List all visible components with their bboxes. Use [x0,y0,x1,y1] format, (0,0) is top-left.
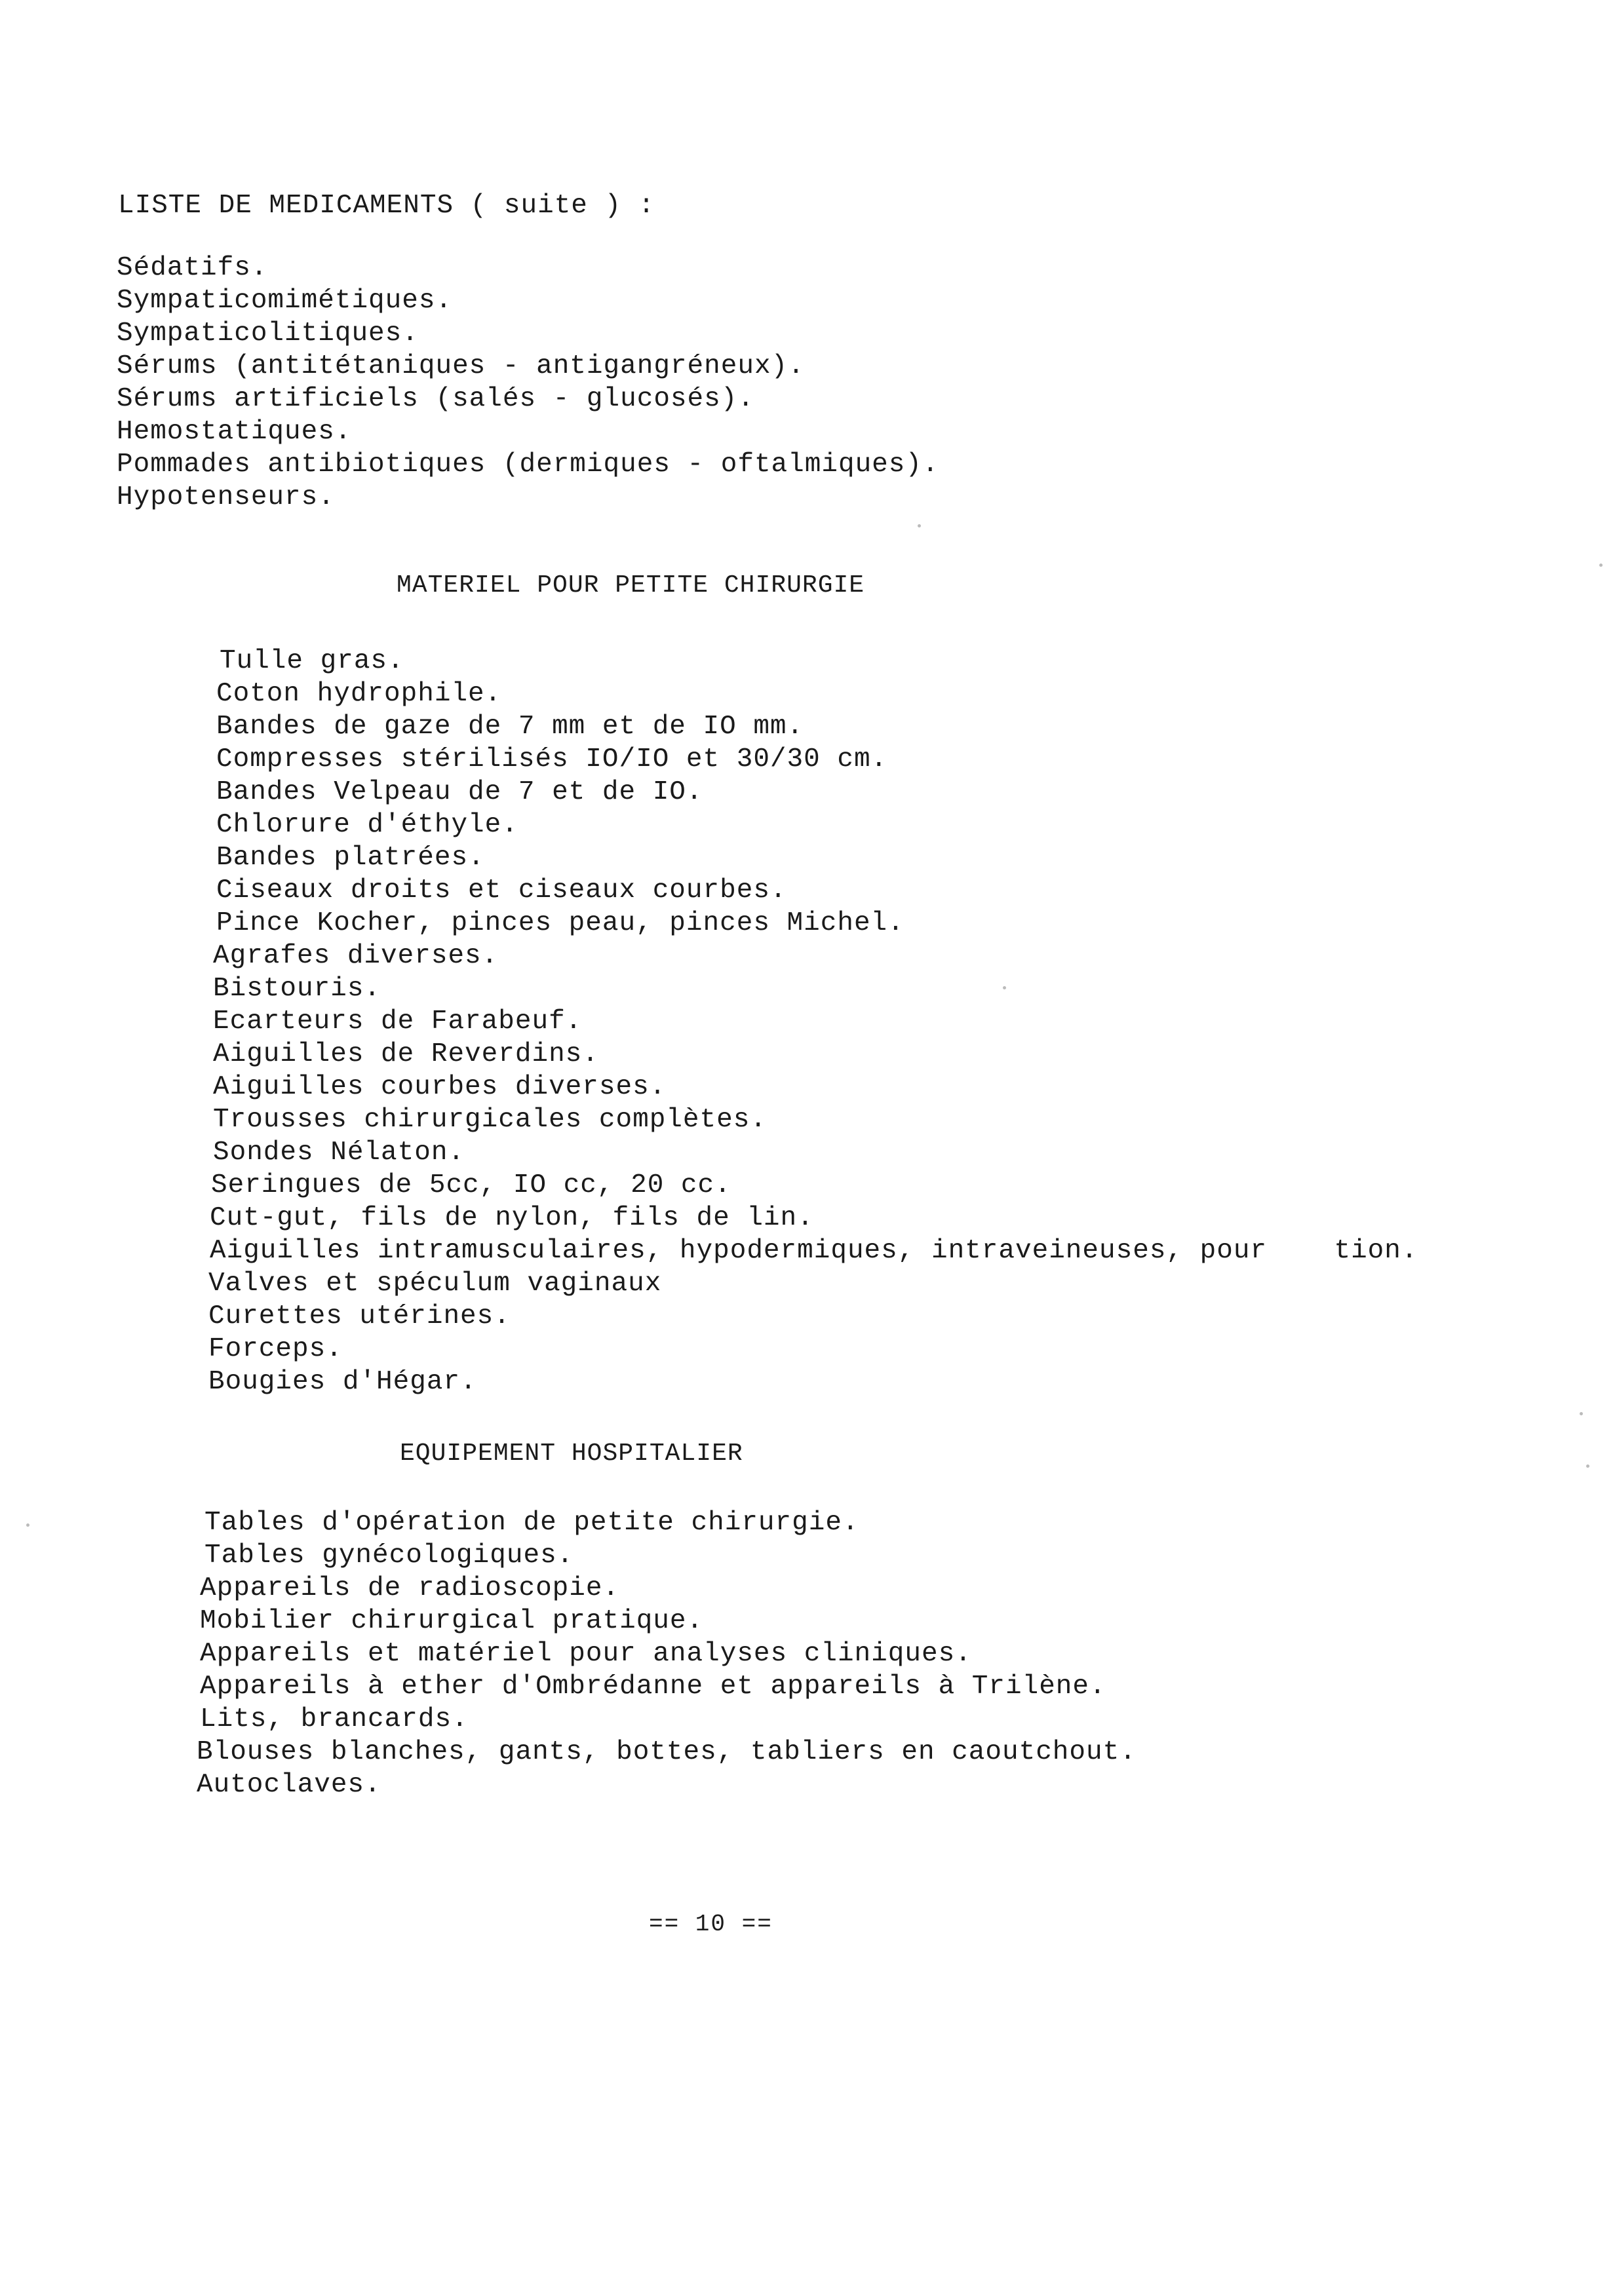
chirurgie-item: Agrafes diverses. [213,941,499,971]
chirurgie-item: Trousses chirurgicales complètes. [213,1105,767,1135]
chirurgie-item: Bistouris. [213,974,381,1004]
chirurgie-item: Bandes de gaze de 7 mm et de IO mm. [216,712,804,742]
scan-speck [26,1523,29,1527]
equipement-item: Blouses blanches, gants, bottes, tabliers en caoutchout. [197,1737,1137,1767]
chirurgie-item: Cut-gut, fils de nylon, fils de lin. [210,1203,814,1233]
chirurgie-item: Chlorure d'éthyle. [216,810,518,840]
equipement-item: Autoclaves. [197,1770,381,1800]
medicament-item: Sympaticolitiques. [117,318,419,349]
scan-speck [1586,1464,1589,1468]
chirurgie-item: Forceps. [208,1334,343,1364]
equipement-item: Tables gynécologiques. [204,1540,574,1571]
equipement-item: Appareils de radioscopie. [200,1573,620,1603]
chirurgie-item: Seringues de 5cc, IO cc, 20 cc. [211,1170,731,1200]
medicament-item: Sympaticomimétiques. [117,286,453,316]
equipement-item: Lits, brancards. [200,1704,469,1734]
page-title: LISTE DE MEDICAMENTS ( suite ) : [118,191,655,221]
chirurgie-item: Curettes utérines. [208,1301,511,1331]
equipement-item: Mobilier chirurgical pratique. [200,1606,704,1636]
section-heading-petite-chirurgie: MATERIEL POUR PETITE CHIRURGIE [397,571,865,600]
scan-speck [1599,564,1603,567]
chirurgie-item: Aiguilles intramusculaires, hypodermiques, intraveineuses, pour tion. [210,1236,1418,1266]
scan-speck [1003,986,1006,989]
chirurgie-item: Ecarteurs de Farabeuf. [213,1006,583,1037]
equipement-item: Tables d'opération de petite chirurgie. [204,1508,859,1538]
chirurgie-item: Ciseaux droits et ciseaux courbes. [216,875,787,906]
medicament-item: Hemostatiques. [117,417,352,447]
page-number: == 10 == [649,1911,773,1938]
medicament-item: Pommades antibiotiques (dermiques - oftalmiques). [117,450,939,480]
chirurgie-item: Aiguilles courbes diverses. [213,1072,667,1102]
chirurgie-item: Pince Kocher, pinces peau, pinces Michel. [216,908,905,938]
medicament-item: Hypotenseurs. [117,482,335,512]
chirurgie-item: Bougies d'Hégar. [208,1367,477,1397]
section-heading-equipement: EQUIPEMENT HOSPITALIER [400,1440,743,1468]
medicament-item: Sérums artificiels (salés - glucosés). [117,384,754,414]
chirurgie-item: Compresses stérilisés IO/IO et 30/30 cm. [216,744,888,775]
equipement-item: Appareils et matériel pour analyses cliniques. [200,1639,972,1669]
chirurgie-item: Bandes platrées. [216,843,485,873]
scan-speck [1580,1412,1583,1415]
medicament-item: Sédatifs. [117,253,268,283]
chirurgie-item: Valves et spéculum vaginaux [208,1269,662,1299]
chirurgie-item: Aiguilles de Reverdins. [213,1039,599,1069]
medicament-item: Sérums (antitétaniques - antigangréneux). [117,351,805,381]
chirurgie-item: Coton hydrophile. [216,679,502,709]
chirurgie-item: Bandes Velpeau de 7 et de IO. [216,777,703,807]
chirurgie-item: Sondes Nélaton. [213,1138,465,1168]
scan-speck [918,524,921,527]
chirurgie-item: Tulle gras. [220,646,404,676]
equipement-item: Appareils à ether d'Ombrédanne et appareils à Trilène. [200,1672,1106,1702]
